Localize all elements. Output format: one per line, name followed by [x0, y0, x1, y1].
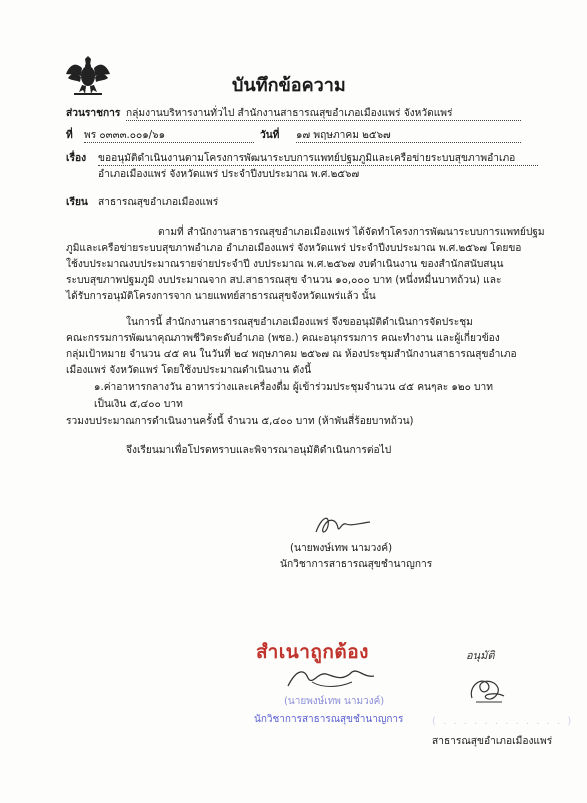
budget-item-1-line-1: ๑.ค่าอาหารกลางวัน อาหารว่างและเครื่องดื่ม ผู้เข้าร่วมประชุมจำนวน ๔๕ คนๆละ ๑๒๐ บาท: [94, 382, 493, 393]
signer-name: (นายพงษ์เทพ นามวงค์): [290, 543, 393, 554]
date-label: วันที่: [260, 130, 280, 141]
paragraph-2-line-1: ในการนี้ สำนักงานสาธารณสุขอำเภอเมืองแพร่ จึงขออนุมัติดำเนินการจัดประชุม: [126, 317, 473, 328]
ref-label: ที่: [66, 130, 73, 141]
approver-position: สาธารณสุขอำเภอเมืองแพร่: [432, 736, 553, 747]
stamp-signer-name: (นายพงษ์เทพ นามวงค์): [284, 696, 385, 707]
paragraph-1-line-2: ภูมิและเครือข่ายระบบสุขภาพอำเภอ อำเภอเมืองแพร่ จังหวัดแพร่ ประจำปีงบประมาณ พ.ศ.๒๕๖๗ โดยขอ: [66, 243, 522, 254]
budget-total-line: รวมงบประมาณการดำเนินงานครั้งนี้ จำนวน ๕,๔๐๐ บาท (ห้าพันสี่ร้อยบาทถ้วน): [66, 416, 414, 427]
memo-title: บันทึกข้อความ: [232, 75, 346, 96]
agency-value: กลุ่มงานบริหารงานทั่วไป สำนักงานสาธารณสุขอำเภอเมืองแพร่ จังหวัดแพร่: [126, 107, 521, 121]
to-label: เรียน: [66, 197, 88, 208]
subject-label: เรื่อง: [66, 153, 87, 164]
signature-mark: [312, 512, 374, 538]
paragraph-2-line-3: กลุ่มเป้าหมาย จำนวน ๔๕ คน ในวันที่ ๒๔ พฤษภาคม ๒๕๖๗ ณ ห้องประชุมสำนักงานสาธารณสุขอำเภอ: [66, 349, 517, 360]
date-value: ๑๗ พฤษภาคม ๒๕๖๗: [296, 129, 521, 143]
agency-label: ส่วนราชการ: [66, 108, 121, 119]
to-value: สาธารณสุขอำเภอเมืองแพร่: [98, 197, 219, 208]
paragraph-1-line-5: ได้รับการอนุมัติโครงการจาก นายแพทย์สาธารณสุขจังหวัดแพร่แล้ว นั้น: [66, 291, 376, 302]
closing-line: จึงเรียนมาเพื่อโปรดทราบและพิจารณาอนุมัติดำเนินการต่อไป: [126, 445, 392, 456]
paragraph-2-line-4: เมืองแพร่ จังหวัดแพร่ โดยใช้งบประมาณดำเนินงาน ดังนี้: [66, 365, 312, 376]
paragraph-1-line-3: ใช้งบประมาณงบประมาณรายจ่ายประจำปี งบประมาณ พ.ศ.๒๕๖๗ งบดำเนินงาน ของสำนักสนับสนุน: [66, 259, 504, 270]
approver-signature-mark: [462, 672, 512, 706]
ref-number: พร ๐๓๓๓.๐๐๑/๖๑: [84, 129, 254, 143]
signer-position: นักวิชาการสาธารณสุขชำนาญการ: [280, 559, 433, 570]
stamp-signature-mark: [282, 664, 382, 692]
paragraph-2-line-2: คณะกรรมการพัฒนาคุณภาพชีวิตระดับอำเภอ (พชอ.) คณะอนุกรรมการ คณะทำงาน และผู้เกี่ยวข้อง: [66, 333, 500, 344]
subject-line-1: ขออนุมัติดำเนินงานตามโครงการพัฒนาระบบการแพทย์ปฐมภูมิและเครือข่ายระบบสุขภาพอำเภอ: [98, 152, 538, 166]
subject-line-2: อำเภอเมืองแพร่ จังหวัดแพร่ ประจำปีงบประมาณ พ.ศ.๒๕๖๗: [98, 169, 360, 180]
approval-note: อนุมัติ: [466, 649, 495, 662]
paragraph-1-line-4: ระบบสุขภาพปฐมภูมิ งบประมาณจาก สป.สาธารณสุข จำนวน ๑๐,๐๐๐ บาท (หนึ่งหมื่นบาทถ้วน) และ: [66, 275, 502, 286]
paragraph-1-line-1: ตามที่ สำนักงานสาธารณสุขอำเภอเมืองแพร่ ได้จัดทำโครงการพัฒนาระบบการแพทย์ปฐม: [158, 227, 545, 238]
certified-copy-stamp: สำเนาถูกต้อง: [256, 641, 369, 663]
budget-item-1-line-2: เป็นเงิน ๕,๔๐๐ บาท: [94, 399, 183, 410]
garuda-emblem-icon: [64, 56, 112, 96]
approver-name-faded: ( . . . . . . . . . . . . ): [432, 716, 574, 727]
stamp-signer-position: นักวิชาการสาธารณสุขชำนาญการ: [254, 714, 404, 725]
